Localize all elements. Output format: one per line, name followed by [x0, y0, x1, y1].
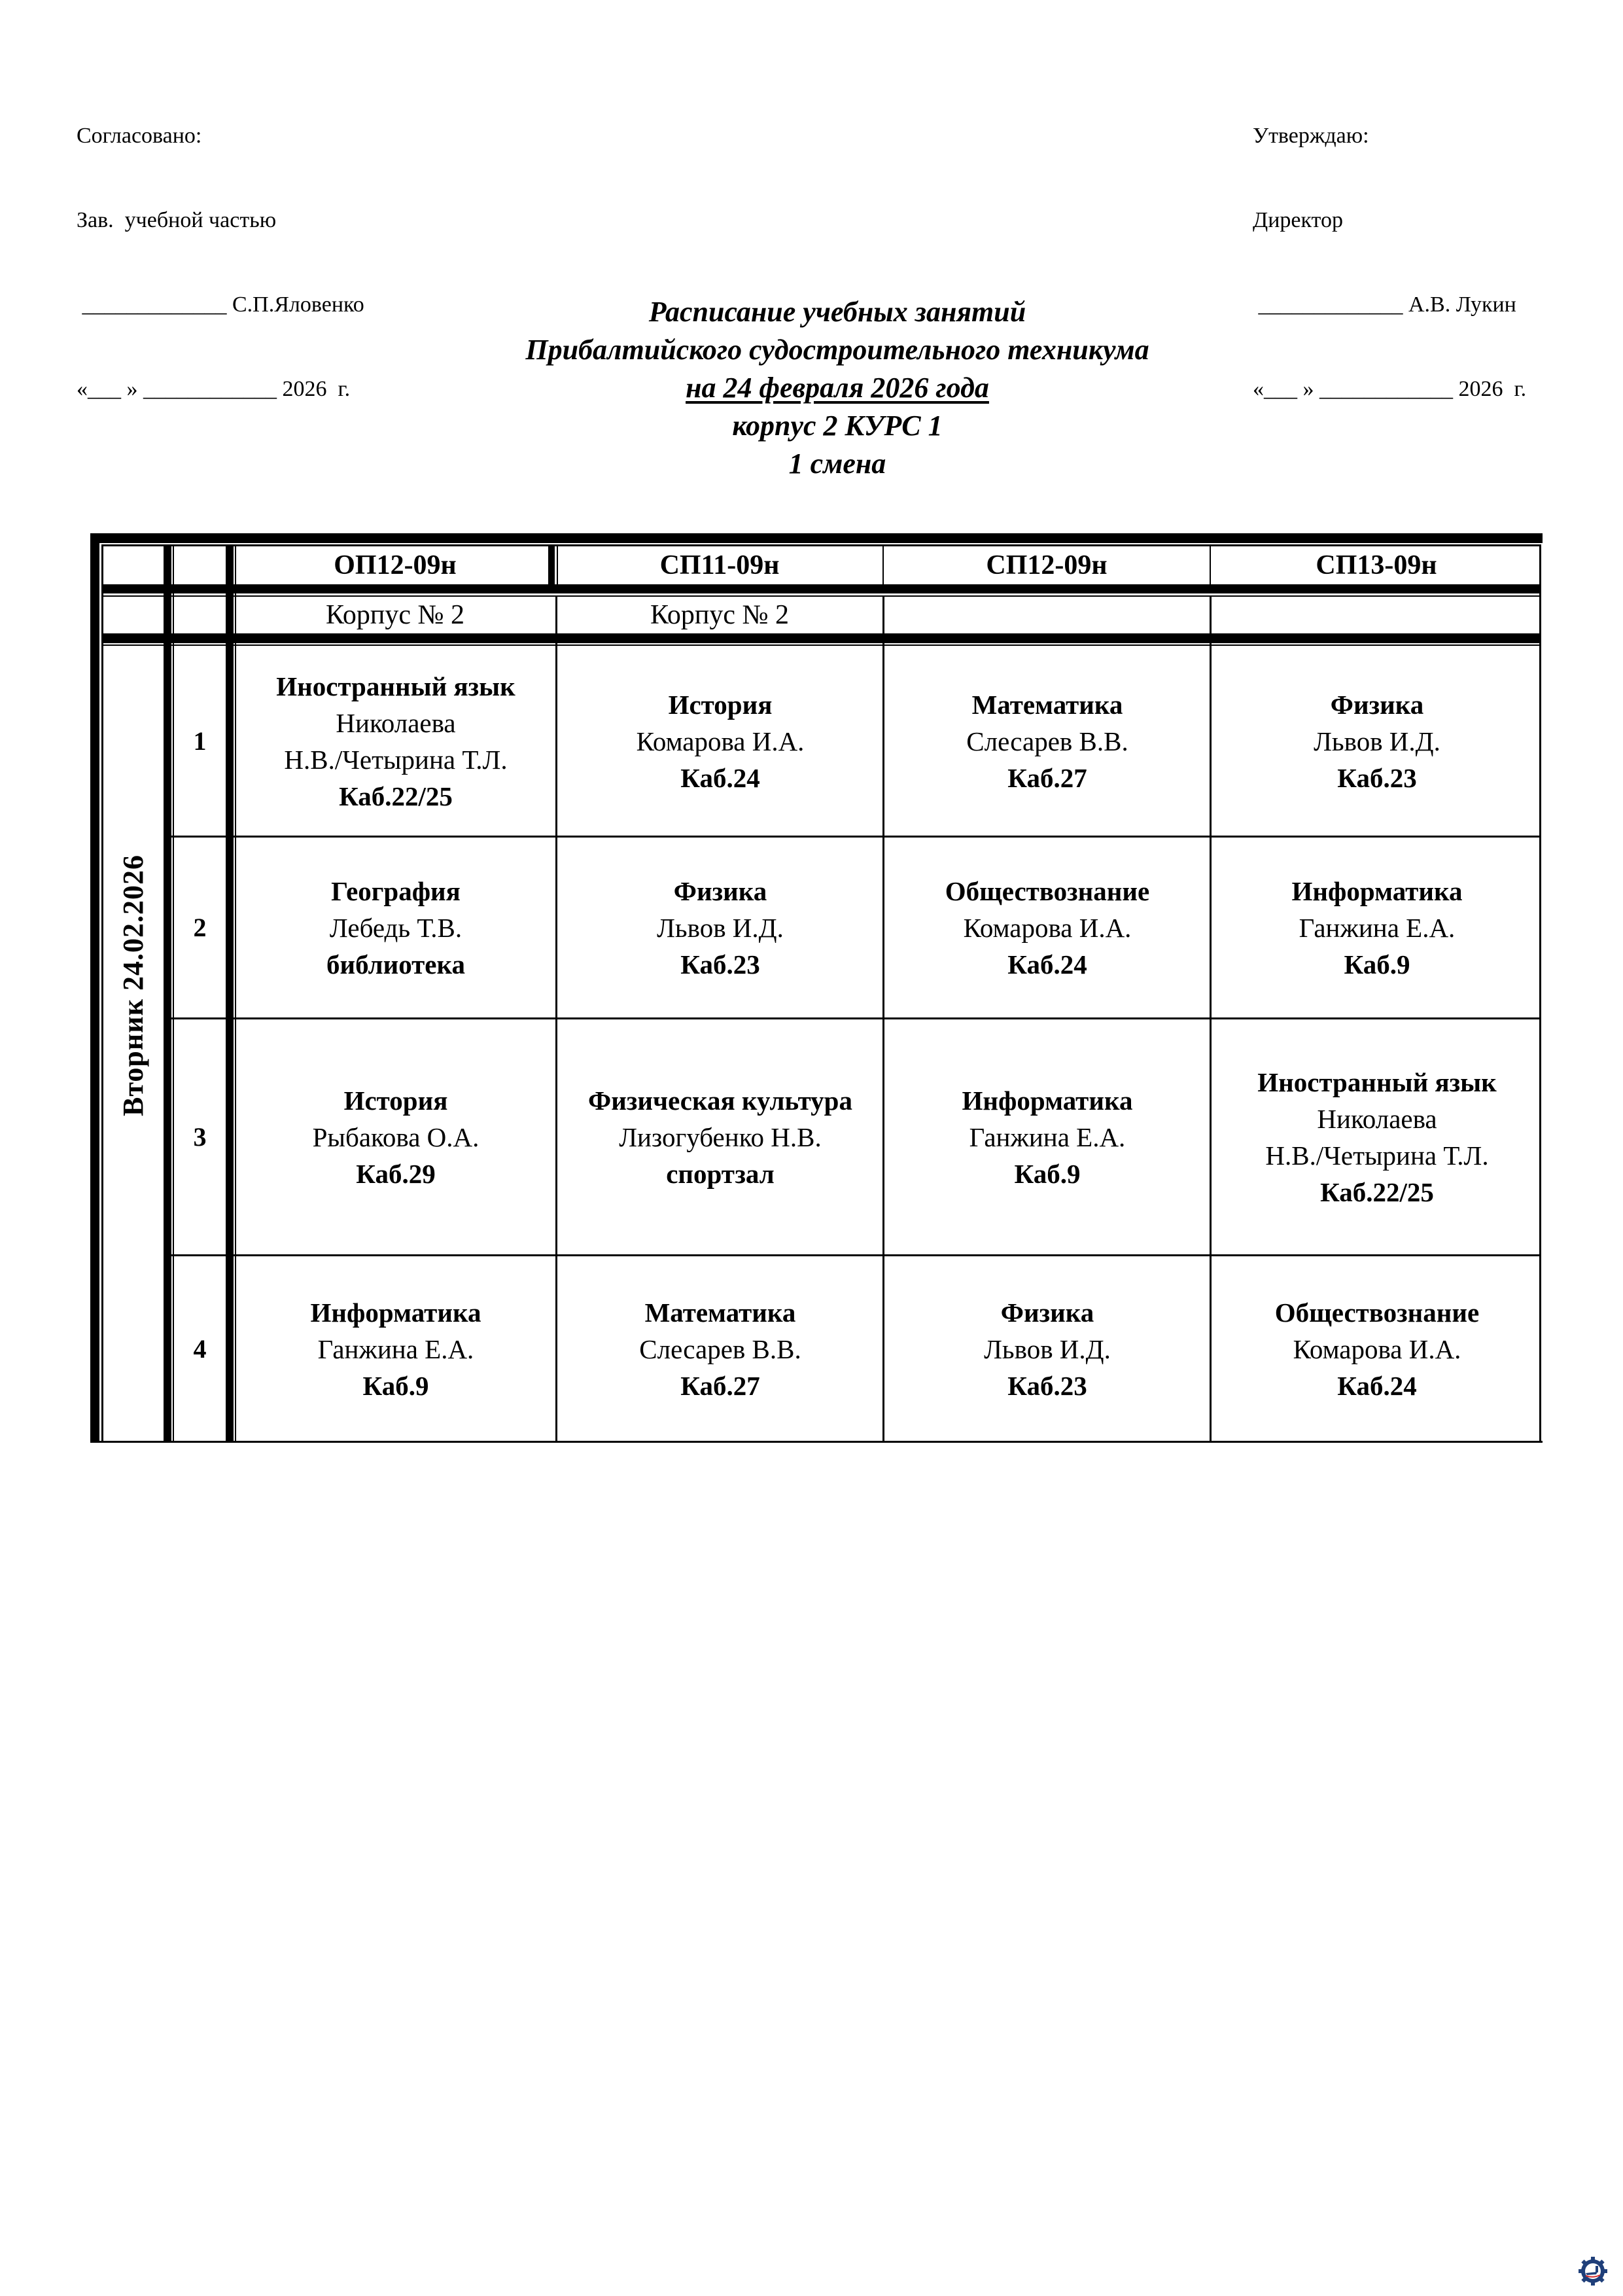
lesson-room: Каб.9: [1344, 949, 1410, 980]
title-line-date: на 24 февраля 2026 года: [686, 372, 989, 404]
lesson-subject: Физика: [1000, 1298, 1094, 1328]
lesson-cell: [885, 1019, 1210, 1254]
college-logo-icon: [1578, 2256, 1608, 2286]
lesson-room: Каб.23: [1007, 1371, 1087, 1401]
lesson-cell: [236, 647, 555, 836]
lesson-subject: География: [331, 875, 461, 906]
lesson-teacher: Комарова И.А.: [1293, 1334, 1461, 1364]
lesson-room: Каб.24: [1337, 1371, 1417, 1401]
lesson-teacher: Слесарев В.В.: [966, 726, 1128, 756]
lesson-teacher: Николаева: [1317, 1103, 1437, 1134]
approval-agreed-date: «___ » ____________ 2026 г.: [77, 377, 351, 401]
title-line-institution: Прибалтийского судостроительного техникума: [525, 334, 1149, 366]
lesson-subject: Иностранный язык: [1257, 1067, 1497, 1097]
lesson-subject: Физика: [1330, 690, 1424, 720]
lesson-subject: Информатика: [310, 1298, 481, 1328]
lesson-room: Каб.22/25: [339, 781, 453, 811]
approval-agreed-label: Согласовано:: [77, 124, 202, 148]
lesson-subject: Обществознание: [1274, 1298, 1480, 1328]
lesson-cell: [1212, 838, 1542, 1017]
lesson-room: Каб.22/25: [1320, 1176, 1434, 1207]
lesson-teacher: Ганжина Е.А.: [1299, 912, 1456, 943]
day-col-right-thick: [164, 544, 171, 1443]
lesson-subject: История: [343, 1085, 448, 1116]
lesson-teacher: Комарова И.А.: [636, 726, 805, 756]
title-line-schedule: Расписание учебных занятий: [648, 296, 1026, 328]
lesson-subject: Математика: [644, 1298, 796, 1328]
lesson-room: Каб.24: [1007, 949, 1087, 980]
lesson-number: 1: [193, 726, 207, 756]
approval-approved-signature: _____________ А.В. Лукин: [1253, 292, 1516, 317]
group-header-3: СП12-09н: [986, 550, 1108, 580]
lesson-subject: Информатика: [962, 1085, 1133, 1116]
lesson-subject: Физическая культура: [588, 1085, 852, 1116]
header-row2-bottom: [103, 633, 1541, 643]
lesson-cell: [236, 1256, 555, 1442]
lesson-teacher: Слесарев В.В.: [639, 1334, 801, 1364]
group-header-1: ОП12-09н: [334, 550, 457, 580]
lesson-room: Каб.27: [680, 1371, 760, 1401]
lesson-room: спортзал: [666, 1158, 775, 1189]
approval-approved-position: Директор: [1253, 208, 1343, 232]
lesson-number: 2: [193, 912, 207, 942]
lesson-subject: Иностранный язык: [276, 671, 515, 701]
lesson-number: 3: [193, 1122, 207, 1152]
lesson-room: Каб.9: [1014, 1158, 1081, 1189]
header-row2-thin: [103, 645, 1541, 646]
lesson-number: 4: [193, 1334, 207, 1364]
lesson-teacher-cont: Н.В./Четырина Т.Л.: [1265, 1140, 1489, 1171]
lesson-subject: Обществознание: [945, 875, 1150, 906]
lesson-room: Каб.9: [362, 1371, 429, 1401]
lesson-room: Каб.23: [1337, 763, 1417, 793]
lesson-cell: [885, 647, 1210, 836]
lesson-subject: Физика: [673, 875, 767, 906]
lesson-teacher: Лизогубенко Н.В.: [619, 1122, 822, 1152]
lesson-teacher: Ганжина Е.А.: [969, 1122, 1126, 1152]
lesson-cell: [236, 838, 555, 1017]
num-col-right-thick: [226, 544, 234, 1443]
schedule-table: [90, 533, 1543, 1443]
approval-approved-date: «___ » ____________ 2026 г.: [1253, 377, 1527, 401]
lesson-teacher: Ганжина Е.А.: [317, 1334, 474, 1364]
lesson-cell: [558, 838, 882, 1017]
lesson-cell: [558, 1256, 882, 1442]
lesson-room: Каб.23: [680, 949, 760, 980]
lesson-teacher: Львов И.Д.: [1314, 726, 1440, 756]
group-header-4: СП13-09н: [1316, 550, 1437, 580]
lesson-room: Каб.24: [680, 763, 760, 793]
group-building-4: [1210, 597, 1543, 633]
lesson-cell: [236, 1019, 555, 1254]
group-building-1: Корпус № 2: [325, 600, 465, 630]
document-title: [0, 293, 1623, 483]
lesson-teacher: Львов И.Д.: [657, 912, 784, 943]
lesson-subject: Информатика: [1291, 875, 1463, 906]
lesson-room: Каб.29: [356, 1158, 436, 1189]
lesson-teacher: Комарова И.А.: [963, 912, 1132, 943]
title-line-building-course: корпус 2 КУРС 1: [732, 410, 943, 442]
lesson-teacher: Лебедь Т.В.: [329, 912, 462, 943]
approval-approved-label: Утверждаю:: [1253, 124, 1369, 148]
approval-agreed-signature: _____________ С.П.Яловенко: [77, 292, 364, 317]
lesson-cell: [1212, 647, 1542, 836]
group-building-2: Корпус № 2: [650, 600, 790, 630]
lesson-cell: [885, 838, 1210, 1017]
group-header-2: СП11-09н: [659, 550, 780, 580]
lesson-cell: [1212, 1019, 1542, 1254]
lesson-cell: [1212, 1256, 1542, 1442]
lesson-subject: История: [668, 690, 773, 720]
group-building-3: [883, 597, 1210, 633]
approval-agreed-position: Зав. учебной частью: [77, 208, 277, 232]
lesson-teacher-cont: Н.В./Четырина Т.Л.: [284, 745, 508, 775]
day-label: Вторник 24.02.2026: [117, 855, 149, 1116]
table-border-top: [90, 533, 1543, 543]
lesson-cell: [558, 647, 882, 836]
lesson-room: Каб.27: [1007, 763, 1087, 793]
lesson-teacher: Львов И.Д.: [984, 1334, 1111, 1364]
header-row1-bottom: [103, 584, 1541, 593]
lesson-teacher: Рыбакова О.А.: [312, 1122, 480, 1152]
lesson-cell: [885, 1256, 1210, 1442]
lesson-room: библиотека: [326, 949, 466, 980]
title-line-shift: 1 смена: [788, 448, 886, 480]
lesson-teacher: Николаева: [336, 708, 456, 738]
lesson-cell: [558, 1019, 882, 1254]
table-border-left: [90, 533, 99, 1443]
lesson-subject: Математика: [971, 690, 1123, 720]
